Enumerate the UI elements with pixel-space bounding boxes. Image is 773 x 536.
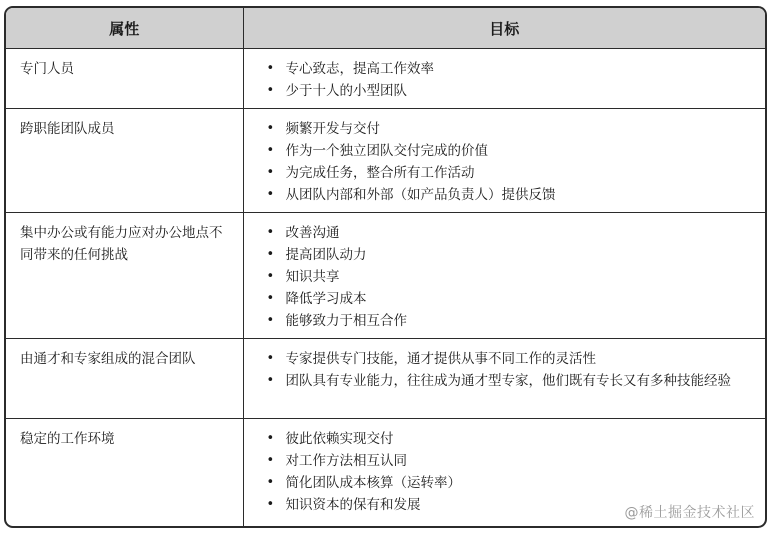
watermark: @稀土掘金技术社区 [624,505,755,521]
goal-cell [243,339,765,419]
goal-text: 专心致志，提高工作效率 [285,61,434,77]
goal-list-item [266,80,754,102]
bullet-icon: • [266,165,275,180]
attribute-cell: 集中办公或有能力应对办公地点不同带来的任何挑战 [6,213,243,339]
table-row [6,213,765,339]
goal-text: 频繁开发与交付 [285,121,380,137]
goal-text: 简化团队成本核算（运转率） [285,475,461,491]
bullet-icon: • [266,61,275,76]
goal-text: 改善沟通 [285,225,340,241]
goal-text: 少于十人的小型团队 [285,83,407,99]
table-row [6,49,765,109]
goal-list [258,118,754,206]
goal-cell [243,213,765,339]
goal-text: 降低学习成本 [285,291,367,307]
header-attribute: 属性 [6,8,243,49]
bullet-icon: • [266,291,275,306]
goal-list-item [266,222,754,244]
goal-list-item [266,184,754,206]
bullet-icon: • [266,431,275,446]
bullet-icon: • [266,143,275,158]
goal-list-item [266,118,754,140]
bullet-icon: • [266,475,275,490]
bullet-icon: • [266,269,275,284]
goal-text: 作为一个独立团队交付完成的价值 [285,143,488,159]
goal-list-item [266,58,754,80]
goal-list-item [266,162,754,184]
attribute-cell: 稳定的工作环境 [6,419,243,529]
attribute-cell: 专门人员 [6,49,243,109]
goal-list-item [266,348,754,370]
header-row [6,8,765,49]
goal-list-item [266,370,754,392]
goal-list-item [266,310,754,332]
goal-cell [243,109,765,213]
goal-text: 能够致力于相互合作 [285,313,407,329]
goal-text: 团队具有专业能力，往往成为通才型专家，他们既有专长又有多种技能经验 [285,373,731,389]
header-goal: 目标 [243,8,765,49]
table-row [6,109,765,213]
goal-text: 知识共享 [285,269,340,285]
bullet-icon: • [266,497,275,512]
table-row [6,339,765,419]
bullet-icon: • [266,247,275,262]
goal-list-item [266,428,754,450]
goal-list-item [266,450,754,472]
bullet-icon: • [266,121,275,136]
bullet-icon: • [266,351,275,366]
bullet-icon: • [266,373,275,388]
bullet-icon: • [266,187,275,202]
table [6,8,765,528]
goal-text: 提高团队动力 [285,247,367,263]
goal-text: 彼此依赖实现交付 [285,431,394,447]
goal-list [258,348,754,392]
goal-list [258,222,754,332]
bullet-icon: • [266,313,275,328]
goal-list-item [266,140,754,162]
goal-list-item [266,288,754,310]
bullet-icon: • [266,83,275,98]
goal-list [258,58,754,102]
attribute-goal-table [4,6,767,528]
goal-list-item [266,244,754,266]
goal-list-item [266,266,754,288]
attribute-cell: 由通才和专家组成的混合团队 [6,339,243,419]
goal-text: 专家提供专门技能，通才提供从事不同工作的灵活性 [285,351,596,367]
goal-text: 对工作方法相互认同 [285,453,407,469]
goal-cell [243,49,765,109]
bullet-icon: • [266,225,275,240]
goal-text: 为完成任务，整合所有工作活动 [285,165,475,181]
bullet-icon: • [266,453,275,468]
goal-list-item [266,472,754,494]
goal-text: 从团队内部和外部（如产品负责人）提供反馈 [285,187,556,203]
attribute-cell: 跨职能团队成员 [6,109,243,213]
goal-text: 知识资本的保有和发展 [285,497,421,513]
